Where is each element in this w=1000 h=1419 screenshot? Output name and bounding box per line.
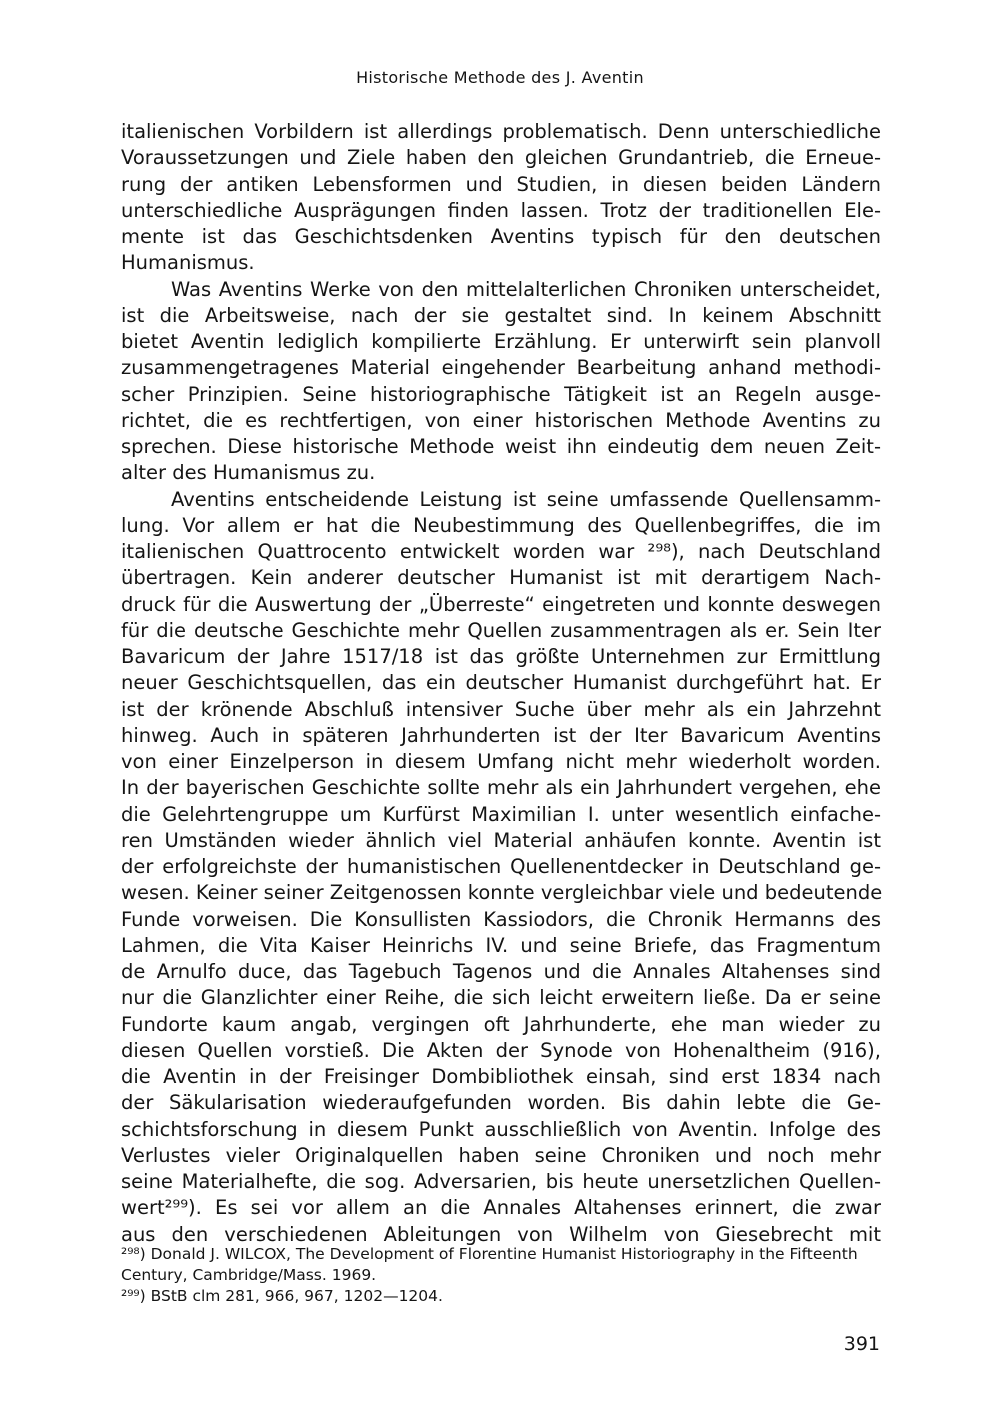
text-line: der erfolgreichste der humanistischen Quellenentdecker in Deutschland ge- bbox=[121, 855, 881, 878]
text-line: die Gelehrtengruppe um Kurfürst Maximilian I. unter wesentlich einfache- bbox=[121, 802, 881, 826]
text-line: rung der antiken Lebensformen und Studien, in diesen beiden Ländern bbox=[121, 172, 881, 196]
footnote-299: ²⁹⁹) BStB clm 281, 966, 967, 1202—1204. bbox=[121, 1287, 443, 1305]
text-line: wert²⁹⁹). Es sei vor allem an die Annales Altahenses erinnert, die zwar bbox=[121, 1196, 881, 1220]
text-line: für die deutsche Geschichte mehr Quellen zusammentragen als er. Sein Iter bbox=[121, 618, 881, 642]
footnote-298: ²⁹⁸) Donald J. WILCOX, The Development of Florentine Humanist Historiography in the Fifteenth Century, Cambridge/Mass. 1969. bbox=[121, 1245, 858, 1284]
text-line: Funde vorweisen. Die Konsullisten Kassiodors, die Chronik Hermanns des bbox=[121, 907, 881, 931]
text-line: neuer Geschichtsquellen, das ein deutscher Humanist durchgeführt hat. Er bbox=[121, 671, 881, 695]
text-line: lung. Vor allem er hat die Neubestimmung des Quellenbegriffes, die im bbox=[121, 513, 881, 537]
text-line: von einer Einzelperson in diesem Umfang nicht mehr wiederholt worden. bbox=[121, 750, 881, 773]
page-number: 391 bbox=[843, 1333, 880, 1355]
text-line: mente ist das Geschichtsdenken Aventins typisch für den deutschen bbox=[121, 225, 881, 248]
text-line: sprechen. Diese historische Methode weist ihn eindeutig dem neuen Zeit- bbox=[121, 435, 881, 458]
text-line: diesen Quellen vorstieß. Die Akten der Synode von Hohenaltheim (916), bbox=[121, 1038, 881, 1062]
text-line: nur die Glanzlichter einer Reihe, die sich leicht erweitern ließe. Da er seine bbox=[121, 986, 881, 1010]
running-head: Historische Methode des J. Aventin bbox=[356, 68, 644, 87]
text-line: der Säkularisation wiederaufgefunden worden. Bis dahin lebte die Ge- bbox=[121, 1091, 881, 1115]
text-line: schichtsforschung in diesem Punkt ausschließlich von Aventin. Infolge des bbox=[121, 1117, 881, 1141]
text-line: die Aventin in der Freisinger Dombibliothek einsah, sind erst 1834 nach bbox=[121, 1065, 881, 1088]
text-line: ren Umständen wieder ähnlich viel Material anhäufen konnte. Aventin ist bbox=[121, 828, 881, 852]
text-line: unterschiedliche Ausprägungen finden lassen. Trotz der traditionellen Ele- bbox=[121, 198, 881, 222]
text-line: italienischen Quattrocento entwickelt worden war ²⁹⁸), nach Deutschland bbox=[121, 540, 881, 563]
text-line: wesen. Keiner seiner Zeitgenossen konnte vergleichbar viele und bedeutende bbox=[121, 881, 883, 905]
text-line: Voraussetzungen und Ziele haben den gleichen Grundantrieb, die Erneue- bbox=[121, 146, 881, 170]
text-line: alter des Humanismus zu. bbox=[121, 461, 376, 485]
text-line: ist der krönende Abschluß intensiver Suche über mehr als ein Jahrzehnt bbox=[121, 697, 881, 721]
text-line: Fundorte kaum angab, vergingen oft Jahrhunderte, ehe man wieder zu bbox=[121, 1012, 881, 1036]
text-line: übertragen. Kein anderer deutscher Humanist ist mit derartigem Nach- bbox=[121, 566, 881, 590]
text-line: Humanismus. bbox=[121, 251, 255, 275]
text-line: Bavaricum der Jahre 1517/18 ist das größte Unternehmen zur Ermittlung bbox=[121, 645, 881, 668]
text-line: bietet Aventin lediglich kompilierte Erzählung. Er unterwirft sein planvoll bbox=[121, 330, 881, 353]
text-line: de Arnulfo duce, das Tagebuch Tagenos und die Annales Altahenses sind bbox=[121, 960, 881, 983]
text-line: richtet, die es rechtfertigen, von einer historischen Methode Aventins zu bbox=[121, 408, 881, 432]
text-line: zusammengetragenes Material eingehender Bearbeitung anhand methodi- bbox=[121, 356, 881, 380]
text-line: In der bayerischen Geschichte sollte mehr als ein Jahrhundert vergehen, ehe bbox=[121, 776, 881, 800]
text-line: scher Prinzipien. Seine historiographische Tätigkeit ist an Regeln ausge- bbox=[121, 382, 881, 406]
text-line: Was Aventins Werke von den mittelalterlichen Chroniken unterscheidet, bbox=[171, 277, 881, 301]
text-line: ist die Arbeitsweise, nach der sie gestaltet sind. In keinem Abschnitt bbox=[121, 303, 881, 327]
text-line: seine Materialhefte, die sog. Adversarien, bis heute unersetzlichen Quellen- bbox=[121, 1170, 881, 1193]
text-line: italienischen Vorbildern ist allerdings problematisch. Denn unterschiedliche bbox=[121, 120, 881, 143]
text-line: aus den verschiedenen Ableitungen von Wilhelm von Giesebrecht mit bbox=[121, 1222, 881, 1246]
text-line: Verlustes vieler Originalquellen haben seine Chroniken und noch mehr bbox=[121, 1143, 881, 1167]
text-line: hinweg. Auch in späteren Jahrhunderten ist der Iter Bavaricum Aventins bbox=[121, 723, 881, 747]
body-text bbox=[121, 119, 881, 1248]
footnotes bbox=[121, 1244, 881, 1307]
text-line: Lahmen, die Vita Kaiser Heinrichs IV. und seine Briefe, das Fragmentum bbox=[121, 933, 881, 957]
text-line: Aventins entscheidende Leistung ist seine umfassende Quellensamm- bbox=[171, 487, 881, 511]
text-line: druck für die Auswertung der „Überreste“ eingetreten und konnte deswegen bbox=[121, 592, 881, 616]
